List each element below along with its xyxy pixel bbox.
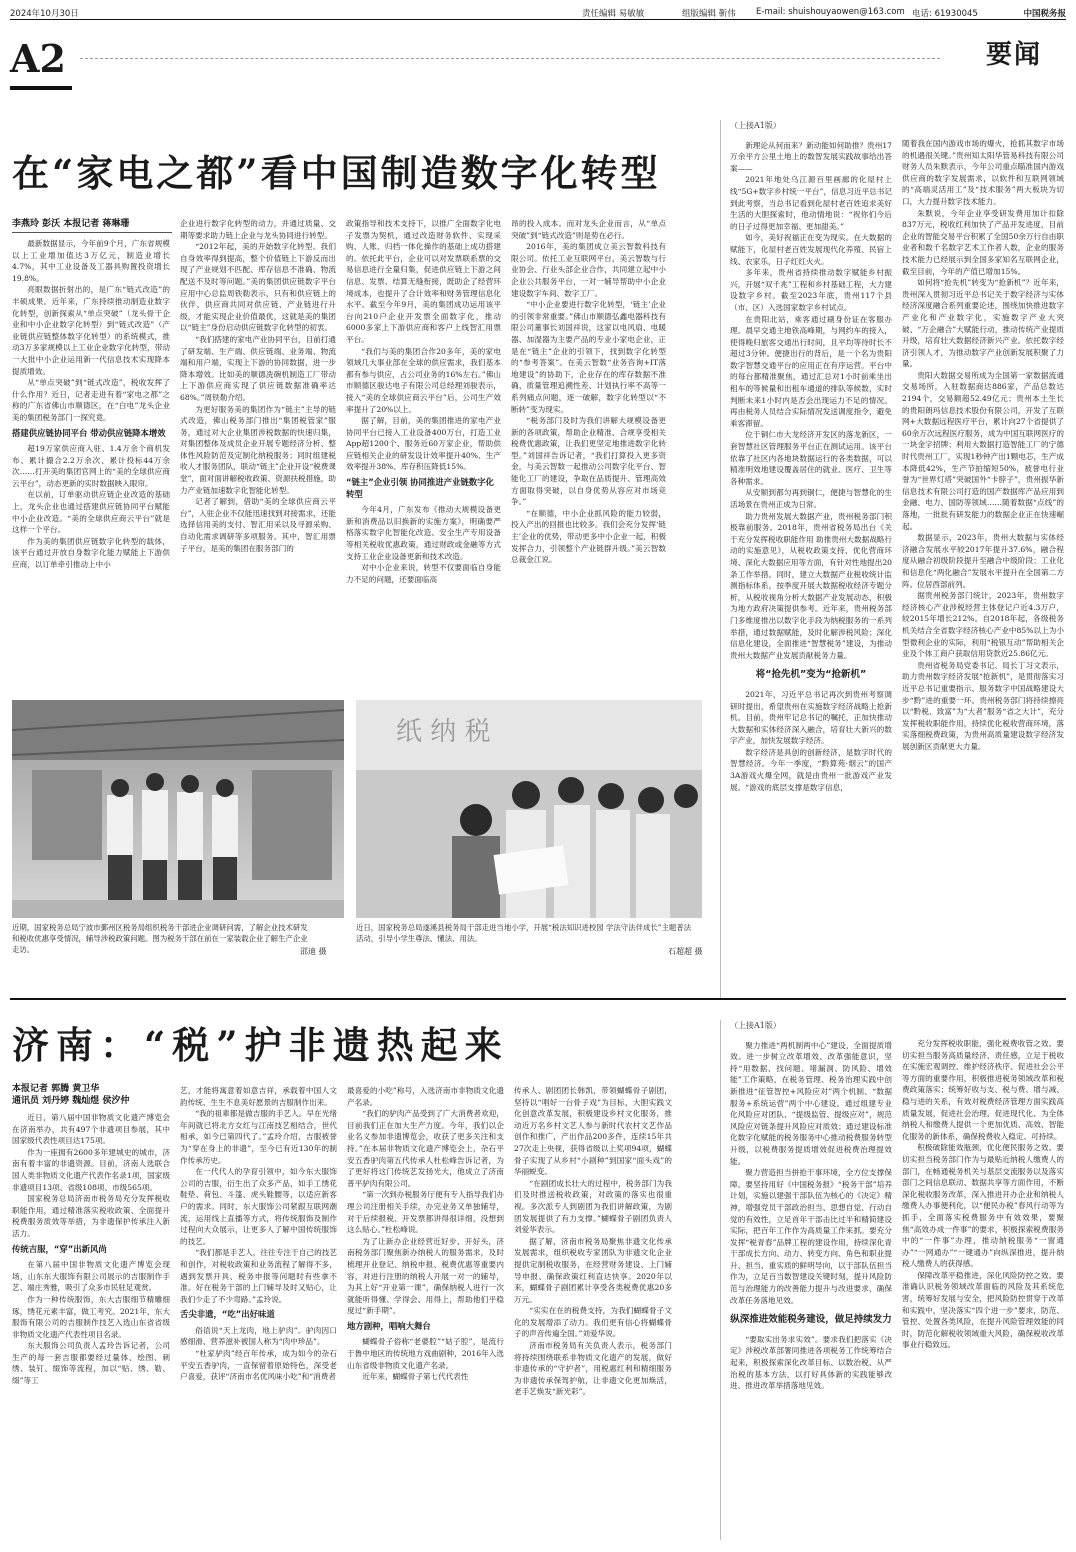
paragraph: 东大服饰公司负责人孟玲告诉记者，公司生产的每一套吉服都要经过量体、绘图、刺绣、装钉、缀饰等流程，加以“贴、绣、勒、缀”等工	[12, 1341, 170, 1386]
photo2-credit: 石超超 摄	[668, 947, 703, 956]
article-separator	[10, 998, 1066, 1000]
paragraph: 助力贵州发展大数据产业，贵州税务部门积极靠前服务。2018年，贵州省税务局出台《关于充分发挥税收职能作用 助推贵州大数据战略行动的实施意见》，从税收政策支持、优化营商环境、深化大数据应用等方面，有针对性地提出20条工作举措。同时，建立大数据产业税收统计监测指标体系，按季度开展大数据税收经济专题分析，从税收视角分析大数据产业发展动态，积极为地方政府决策提供参考。近年来，贵州税务部门多维度推出以数字化手段为纳税服务的一系列举措，通过数据赋能，及时化解涉税风险；深化信息化建设，全面推进“智慧税务”建设，为推动贵州大数据产业发展贡献税务力量。	[730, 511, 892, 660]
column-divider	[720, 120, 721, 1000]
paragraph: 如今，美好祝福正在变为现实。在大数据的赋能下，化屋村老百姓发展现代化养殖、民宿上线、农家乐，日子红红火火。	[730, 233, 892, 266]
paragraph: 最新数据显示，今年前9个月，广东省规模以上工业增加值达3万亿元，制造业增长4.7%，其中工业设备及工器具购置投资增长19.8%。	[12, 239, 170, 283]
paragraph: 昂的投入成本。而对龙头企业而言，从“单点突破”到“链式改造”则是势在必行。	[511, 219, 666, 240]
paragraph: 数据显示，2023年，贵州大数据与实体经济融合发展水平较2017年提升37.6%，融合程度从融合初级阶段提升至融合中级阶段；工业化和信息化“两化融合”发展水平提升在全国第二方阵。位居西部前列。	[902, 533, 1064, 589]
page-number: A2	[10, 36, 66, 81]
paragraph: 企业进行数字化转型的动力，并通过质量、交期等要求助力链上企业与龙头协同进行转型。	[180, 219, 336, 240]
paragraph: 最喜爱的小吃”称号，入选济南市非物质文化遗产名录。	[347, 1086, 504, 1107]
paragraph: 聚力推进“两机制两中心”建设，全面提质增效。进一步树立改革增效、改革强能意识，坚持“用数据、找问题、堵漏洞、防风险、增效能”工作策略，在税务管理、税务治理实践中创新推进“征管智控+风险应对”两个机制、“数据服务+系统运营”两个中心建设。通过组建专业化风险应对团队、“提级监管、提级应对”，规范风险应对链条提升风险应对质效；通过建设标准化数字化赋能的税务服务中心推动税费服务转型升级，以税费服务提质增效促进税费治理提效能。	[730, 1040, 892, 1166]
phone: 电话: 61930045	[912, 9, 978, 19]
section-rule	[80, 58, 940, 59]
paragraph: “我的祖辈都是做吉服的手艺人。早在光绪年间就已将北方女红与江南技艺相结合，世代相承，如今已第四代了。”孟玲介绍，吉服被誉为“穿在身上的非遗”，至今已有近130年的制作传承历史。	[180, 1109, 337, 1165]
photo1-caption: 近期，国家税务总局宁波市鄞州区税务局组织税务干部进企业调研问需，了解企业技术研发和税收优惠享受情况，辅导涉税政策问题。图为税务干部在前在一家装载企业了解生产企业走访。	[12, 923, 308, 954]
subheading: 传统吉服，“穿”出新风尚	[12, 1243, 107, 1254]
subheading: 纵深推进效能税务建设，做足持续发力	[730, 1314, 892, 1326]
photo-tax-officers-factory	[12, 700, 344, 918]
paragraph: 国家税务总局济南市税务局充分发挥税收职能作用，通过精准落实税收政策、全面提升税费服务质效等举措，为非遗保护传承注入新活力。	[12, 1194, 170, 1238]
paragraph: 朱默说，今年企业享受研发费用加计扣除837万元，税收红利加快了产品开发进度，目前企业的智能交易平台积累了全国50余万行自由职业者和数千名数字艺术工作者人数，企业的服务技术能力已经展示到全国多家知名互联网企业，截至目前，今年的产值已增加15%。	[902, 208, 1064, 276]
paragraph: 作为美的集团供应链数字化转型的载体，该平台通过开放自身数字化能力赋能上下游供应商，以订单牵引推动上中小	[12, 536, 170, 570]
paragraph: 政策指导和技术支持下，以推广全面数字化电子发票为契机，通过改造财务软件、实现采购、人账、归档一体化操作的基础上成功搭建的。依托此平台，企业可以对发票联系票的交易信息进行全量归集，促进供应链上下游之间信息、发票、结算无缝衔接，既助企了经营环境成本，也提升了合计效率和财务管理信息化水平。截至今年9月，美的集团成功运用该平台向210户企业开发票全面数字化，推动6000多家上下游供应商和客户上线智汇用票平台。	[346, 219, 501, 344]
article2-col1	[12, 1112, 170, 1540]
article1-col2	[180, 218, 336, 678]
paragraph: “实实在在的税费支持，为我们蝴蝶骨子文化的发展增添了动力。我们更有信心将蝴蝶骨子的声音传遍全国。”刘爱华说。	[514, 1306, 672, 1339]
a1-continued-label: （上接A1版）	[730, 121, 781, 130]
paragraph: 近日，第八届中国非物质文化遗产博览会在济南举办，共有497个非遗项目参展，其中国家级代表性项目达175项。	[12, 1113, 170, 1146]
page-number-rule	[10, 86, 72, 90]
paragraph: 今年4月，广东发布《推动大规模设备更新和消费品以旧换新的实施方案》，明确要严格落实数字化智能化改造、安全生产专用设备等相关税收优惠政策，通过财政或金融等方式支持工业企业设备更新和技术改造。	[346, 505, 501, 561]
paragraph: “在顺德，中小企业抓风险的能力较弱，投入产出的回报也比较多。我们会充分发挥‘链主’企业的优势，带动更多中小企业一起，积极发挥合力，引领整个产业链群升级。”美云智数总裁金江说。	[511, 508, 666, 565]
paragraph: 据了解，济南市税务局聚焦非遗文化传承发展需求，组织税收专家团队为非遗文化企业提供定制税收服务，在经营财务建设、上门辅导申报、确保政策红利直达快享。2020年以来，蝴蝶骨子剧团累计享受各类税费优惠20多万元。	[514, 1236, 672, 1304]
paragraph: 为更好服务美的集团作为“链主”主导的链式改造，佛山税务部门推出“集团税管家”服务，通过对大企业集团涉税数据的快速归集，对集团整体及成员企业开展专题经济分析、整体性风险防范及定制化纳税服务；同时组建税收人才服务团队，联动“链主”企业开设“税费课堂”，面对面讲解税收政策、资源扶税措施，助力产业链加速数字化智能化转型。	[180, 404, 336, 495]
article2-byline-line2: 通讯员 刘丹婷 魏灿煜 侯汐仲	[12, 1096, 130, 1106]
paragraph: “我们搭建的家电产业协同平台，目前打通了研发端、生产端、供应链端、业务端、物流端和用户端，实现上下游的协同数据，进一步降本增效。比如美的顺德洗碗机制造工厂带动上下游供应商实现了供应链数据准确率达68%。”周铁勒介绍。	[180, 334, 336, 402]
paragraph: 超19万家供应商入驻、1.4万余个商机发布、累计撮合2.2万余次、累计投标44万余次……打开美的集团官网上的“美的全球供应商云平台”，动态更新的实时数据映入眼帘。	[12, 444, 170, 488]
paragraph: 在贵阳北站，乘客通过刷身份证在客服办理。晨早交通主地铁高峰期，与网约车的接入，使得晚归旅客交通出行时间，且平均等待时长不超过3分钟。便捷出行的背后，是一个名为贵阳数字智慧交通平台的应用正在有序运营。平台中的每台都精准聚焦，通过汇总对1小时前乘坐出租车的等候量和出租车通道的排队等候数，实时判断未来1小时内是否会出现运力不足的情况。再由税务人员结合实际情况发送调度指令，避免乘客滞留。	[730, 314, 892, 428]
editor: 责任编辑 易敏敏	[582, 9, 645, 19]
a1-bottom-continued-label: （上接A1版）	[730, 1021, 781, 1030]
paragraph: 数字经济是具创的创新经济，是数字时代的智慧经济。今年一季度，“黔算苑·烟云”的国产3A游戏火爆全网，就是由贵州一批游戏产业发展。“游戏的底层支撑是数字信息，	[730, 747, 892, 792]
page-header	[10, 4, 1066, 20]
layout-editor: 组版编辑 靳伟	[682, 9, 736, 19]
paragraph: “要取实出务求实效”。要求我们把落实《决定》涉税改革部署同推进各项税务工作统筹结合起来，积极探索深化改革目标、以数治税、从严治税的基本方法，以打好具体新的实践能够改进、推进改革举措落地见效。	[730, 1334, 892, 1391]
paragraph: “我们与美的集团合作20多年，美的家电领域几大事业部在全球的供应需求，我们基本都有参与供应，占公司业务的16%左右。”佛山市顺德区骏达电子有限公司总经理刘骏表示，接入“美的全球供应商云平台”后，公司生产效率提升了20%以上。	[346, 346, 501, 414]
paragraph: 多年来，贵州省持续推动数字赋能乡村振兴，开展“双千兆”工程和乡村基础工程，大力建设数字乡村。截至2023年底，贵州117个县（市、区）入选国家数字乡村试点。	[730, 268, 892, 312]
paragraph: 充分发挥税收职能，强化税费收管之效。要切实担当服务高质量经济、责任感，立足于税收在实施宏观调控、维护经济秩序、促进社会公平等方面的重要作用，积极推进税务领域改革和税费政策落实；统筹好收与支、税与费、增与减、稳与进的关系，有效对税费经济管理方面实践高质量发展，促进社会治理、促进现代化、为全体纳税人和缴费人提供一个更加优质、高效、智能化服务的新体系，确保税费收入稳定、可持续。	[902, 1039, 1064, 1141]
section-title: 要闻	[985, 40, 1042, 70]
photo2-caption: 近日，国家税务总局遂溪县税务局干部走进当地小学，开展“税法知识进校园 学法守法伴成长”主题普法活动，引导小学生尊法、懂法、用法。	[356, 923, 692, 943]
subheading: “链主”企业引领 协同推进产业链数字化转型	[346, 477, 494, 499]
paragraph: “在剧团成长壮大的过程中，税务部门为我们及时推送税收政策，对政策的落实也很重视。多次派专人到剧团为我们讲解政策，为剧团发展提供了有力支撑。”蝴蝶骨子剧团负责人刘爱华表示。	[514, 1178, 672, 1235]
column-divider-bottom	[720, 1020, 721, 1540]
article2-col4	[514, 1085, 672, 1540]
paragraph: 俗语说“天上龙肉，地上驴肉”。驴肉因口感细滑、营养滋补被国人称为“肉中珍品”。	[180, 1325, 337, 1347]
paragraph: 保障改革平稳推进，深化风险防控之效。要准确认识税务领域改革面临的风险及其系统危害，统筹好发展与安全，把风险防控贯穿于改革和实践中，坚决落实“四个进一步”要求，防范、管控、处置各类风险，在提升风险管理效能的同时，防范化解税收领域重大风险，确保税收改革事业行稳致远。	[902, 1270, 1064, 1350]
paragraph: 随着我在国内游戏市场的爆火，抢抓其数字市场的机遇很关键。”贵州知太阳华管易科技有限公司财务人员朱默表示，今年公司重点瞄准国内游戏供应商的数字发展需求，以软件和互联网领域的“高端灵活用工”及“技术服务”两大板块为切口，大力提升数字技术能力。	[902, 139, 1064, 206]
paragraph: 对中小企业来说，转型不仅要面临自身能力不足的问题，还要面临高	[346, 563, 501, 584]
paragraph: 贵阳大数据交易所成为全国第一家数据流通交易场所，入驻数据商达886家，产品总数达2194个，交易额超52.49亿元；贵州本土生长的贵阳朗玛信息技术股份有限公司，开发了互联网+大数据远程医疗平台，累计向27个省提供了60余万次远程医疗服务，成为中国互联网医疗的一块金字招牌；利用大数据打造智能工厂的宁德时代贵州工厂，实现1秒钟产出1颗电芯，生产成本降低42%，生产节拍缩短50%，被誉电行业誉为“世界灯塔”突破国外“卡脖子”，贵州振华新信息技术有限公司打造的国产数据库产品应用到金融、电力、国防等领域……随着数据“点线”的落地，一批批有研发能力的数据企业正在快速崛起。	[902, 370, 1064, 531]
paragraph: “我们都是手艺人，往往专注于自己的技艺和创作，对税收政策和业务流程了解得不多，遇到发票开具、税务申报等问题时有些拿不准。好在税务干部的上门辅导及时又贴心，让我们少走了不少弯路。”孟玲说。	[180, 1248, 337, 1304]
article2-headline: 济南：“税”护非遗热起来	[12, 1023, 509, 1067]
paragraph: 在一代代人的孕育引领中，如今东大服饰公司的吉服，衍生出了众多产品，如手工绣花鞋垫、荷包、斗篷、虎头鞋腰等，以适应新客户的需求。同时，东大服饰公司紧跟互联网潮流，运用线上直播等方式，将传统服饰及制作过程向大众展示，让更多人了解中国传统服饰的技艺。	[180, 1167, 337, 1246]
paragraph: 近年来，蝴蝶骨子第七代代表性	[362, 1372, 469, 1382]
paragraph: “中小企业要进行数字化转型，‘链主’企业的引领非常重要。”佛山市顺德弘鑫电器科技有限公司董事长刘国祥说，这家以电风扇、电暖器、加湿器为主要产品的专业小家电企业，正是在“链主”企业的引领下，找到数字化转型的“参考答案”。在美云智数“业务咨询+IT落地建设”的协助下，企业存在的库存数据不准确、质量管理追溯性差、计划执行率不高等一系列痛点问题，逐一破解，数字化转型以“不断转”变为现实。	[511, 300, 666, 414]
paragraph: 从“单点突破”到“链式改造”，税收发挥了什么作用？近日，记者走进有着“家电之都”之称的广东省佛山市顺德区，在“白电”龙头企业美的集团税务部门一探究竟。	[12, 378, 170, 422]
issue-date: 2024年10月30日	[10, 9, 79, 19]
paragraph: 作为一座拥有2600多年建城史的城市，济南有着丰富的非遗资源。目前，济南人选联合国人类非物质文化遗产代表作名录1项，国家级非遗项目13项、省级108项、市级565项。	[12, 1147, 170, 1192]
article1-byline	[12, 218, 182, 230]
article1-col3	[346, 218, 501, 678]
newspaper-name: 中国税务报	[1023, 9, 1066, 19]
article1-headline: 在“家电之都”看中国制造数字化转型	[12, 151, 661, 195]
paragraph: 艺，才能将寓意着如意吉祥，承载着中国人文韵传统、生生不息美好愿景的吉服制作出来。	[180, 1086, 337, 1107]
paragraph: 贵州省税务局党委书记、局长丁习文表示，助力贵州数字经济发展“抢新机”，是贯彻落实习近平总书记重要指示、服务数字中国战略建设大步“黔”进的重要一环。贵州税务部门将持续擦亮以“黔税、致富”为“大者”服务“省之大计”，充分发挥税收职能作用，持续优化税收营商环境，落实落细税费政策，为贵州高质量建设数字经济发展创新区贡献更大力量。	[902, 660, 1064, 751]
paragraph: 传承人、剧团团长韩凯，带领蝴蝶骨子剧团，坚持以“唱好一台骨子戏”为目标，大胆实践文化创意改革发展，积极建设乡村文化服务，推动近万名乡村文艺人参与新时代农村文艺作品创作和推广，产出作品200多件，连续15年共27次走上央视，获得省级以上奖项94项，蝴蝶骨子实现了从乡村“小剧种”到国家“面头戏”的华丽蜕变。	[514, 1086, 672, 1177]
subheading: 将“抢先机”变为“抢新机”	[755, 669, 867, 681]
paragraph: 亮眼数据折射出的，是广东“链式改造”的丰硕成果。近年来，广东持续推动制造业数字化转型，创新探索从“单点突破”（龙头骨干企业和中小企业数字化转型）到“链式改造”（产业链供应链整体数字化转型）的系统模式，推动3万多家规模以上工业企业数字化转型，带动一大批中小企业运用新一代信息技术实现降本提质增效。	[12, 285, 170, 376]
paragraph: “杜家驴肉”经百年传承，成为如今的杂石平安五香驴肉，一直保留着原始特色，深受老户喜爱，获评“济南市名优风味小吃”和“消费者	[180, 1349, 337, 1382]
subheading: 舌尖非遗，“吃”出好味道	[180, 1309, 275, 1320]
paragraph: 作为一种传统服饰，东大吉服细节精雕细琢，绣花元素丰富，做工考究。2021年，东大服饰有限公司的吉服制作技艺入选山东省省级非物质文化遗产代表性项目名录。	[12, 1294, 170, 1339]
photo1-credit: 邵迪 摄	[300, 947, 327, 956]
a1-continued-body	[730, 140, 892, 794]
photo-students-tax-education	[356, 700, 702, 918]
paragraph: 从安顺到都匀再到铜仁，便捷与智慧化的生活场景在贵州正成为日常。	[730, 488, 892, 509]
svg-text:纸 纳 税: 纸 纳 税	[396, 717, 491, 747]
email: E-mail: shuishouyaowen@163.com	[756, 7, 905, 17]
article2-byline	[12, 1083, 182, 1107]
paragraph: 积极破除能效瓶颈，优化便民服务之效。要切实担当税务部门作为与最贴近纳税人缴费人的部门，在畅通税务机关与基层交流服务以及落实部门之间信息联动、数据共享等方面作用，不断深化税收服务改革，深入推进开办企业和纳税人缴费人办事便利化，以“便民办税”春风行动等为抓手，全面落实税费服务中有效效果，要聚焦“高效办成一件事”的要求，积极探索税费服务中的“一件事”办理，推动纳税服务“一窗通办”“一网通办”“一键通办”向纵深推进，提升纳税人缴费人的获得感。	[902, 1143, 1064, 1269]
article1-col4	[511, 218, 666, 678]
paragraph: 2021年，习近平总书记再次到贵州考察调研时提出，希望贵州在实施数字经济战略上抢新机。目前，贵州牢记总书记的嘱托，正加快推动大数据和实体经济深入融合，培育壮大新兴的数字产业，加快发展数字经济。	[730, 689, 892, 746]
paragraph: “第一次到办税服务厅便有专人指导我们办理公司注册相关手续，办完业务又单独辅导，对于后续报税、开发票都讲得很详细，没想到这么贴心。”杜松峰说。	[347, 1190, 504, 1235]
article2-byline-line1: 本报记者 郭腾 黄卫华	[12, 1084, 100, 1094]
subheading: 搭建供应链协同平台 带动供应链降本增效	[12, 427, 166, 438]
paragraph: 2016年，美的集团成立美云智数科技有限公司。依托工业互联网平台，美云智数与行业协会、行业头部企业合作，共同建立起中小企业公共服务平台，一对一辅导帮助中小企业建设数字车间、数字工厂。	[511, 242, 666, 298]
a1-bottom-col1	[730, 1020, 892, 1540]
article2-col3	[347, 1085, 504, 1540]
a1-bottom-body	[730, 1040, 892, 1392]
paragraph: 蝴蝶骨子俗称“老婆腔”“姑子腔”，是流行于鲁中地区的传统地方戏曲剧种，2016年入选山东省级非物质文化遗产名录。	[347, 1337, 504, 1370]
paragraph: 新理论从何而来？新动能如何助推？贵州17万余平方公里土地上的数智发展实践故事给出答案——	[730, 140, 892, 173]
a1-continued-col2	[902, 138, 1064, 1000]
a1-continued-col1	[730, 120, 892, 1000]
subheading: 地方剧种，唱响大舞台	[347, 1320, 431, 1331]
paragraph: “我们的驴肉产品受到了广大消费者欢迎，目前我们正在加大生产力度。今年，我们以企业名义参加非遗博览会，收获了更多关注和支持。”在本届非物质文化遗产博览会上，杂石平安五香驴肉第五代传承人杜松峰告诉记者，为了更好将这门传统艺发扬光大，他成立了济南普平驴肉有限公司。	[347, 1109, 504, 1188]
paragraph: 记者了解到，借助“美的全球供应商云平台”，入驻企业不仅能迅速找到对接需求，还能选择信用美的支付、智汇用采以及寻源采购、自动化需求调研等多项服务。其中，智汇用票子平台，是美的集团在服务部门的	[180, 497, 336, 553]
paragraph: 聚力营造担当拼抢干事环境，全方位支撑保障。要坚持用好《中国税务报》“税务干部”培养计划，实施以建强干部队伍为核心的《决定》精神，增强党员干部政治担当、思想自觉、行动自觉的有效性，立足首年干部击比过半和精简建设实际，把百年工作作为高质量工作来抓。要充分发挥“税青春”品牌工程的建设作用，持续深化青干部成长方向、动力、转变方向、角色和职业提升、担当、重实质的鲜明导向，以于部队伍担当作为，立足百当数智建设关键时刻，提升风险防范与治理能力的改善能力提升与改进要求，确保改革任务落地见效。	[730, 1168, 892, 1305]
paragraph: 如何将“抢先机”转变为“抢新机”？近年来，贵州深入贯彻习近平总书记关于数字经济与实体经济深度融合系列重要论述，围绕加快推进数字产业化和产业数字化，实施数字产业大突破、“万企融合”大赋能行动，推动传统产业提质升级，培育壮大数据经济新兴产业。依托数字经济引领人才，为推动数字产业创新发展积聚了力量。	[902, 278, 1064, 369]
paragraph: 为了让新办企业经营近好步、开好头，济南税务部门聚焦新办纳税人的服务需求，及时梳理开业登记、纳税申报、税费优惠等重要内容，对进行注册的纳税人开展一对一的辅导，为其上好“开业第一课”，确保纳税人进行一次就能听得懂、学得会、用得上，帮助他们平稳度过“新手期”。	[347, 1236, 504, 1316]
a1-bottom-col2	[902, 1038, 1064, 1540]
paragraph: 位于铜仁市大龙经济开发区的落龙新区，一套智慧社区管理服务平台正在测试运用。该平台依靠了社区内各地块数据运行的各类数据，可以精准明效地建设覆盖居住的就业、医疗、卫生等各种需求。	[730, 430, 892, 486]
paragraph: 据贵州税务部门统计，2023年，贵州数字经济核心产业涉税经营主体登记户近4.3万户，较2015年增长212%。自2018年起，各级税务机关结合全省数字经济核心产业中85%以上为小型微利企业的实际，利用“税银互动”帮助相关企业及个体工商户获取信用贷款近25.86亿元。	[902, 591, 1064, 659]
paragraph: 2021年地处乌江源百里画廊的化屋村上线“5G+数字乡村统一平台”，信息习近平总书记到此考察，当总书记看到化屋村老百姓追求美好生活的大胆探索时，他动情地说：“祝你们今后的日子过得更加幸福、更加甜美。”	[730, 175, 892, 231]
paragraph: 据了解，目前，美的集团推进的家电产业协同平台已接入工业设备400万台，打造工业App超1200个、服务近60万家企业，帮助供应链相关企业的研发设计效率提升40%、生产效率提升38%、库存积压降低15%。	[346, 416, 501, 472]
paragraph: 济南市税务局有关负责人表示，税务部门将持续围绕联系非物质文化遗产的发展，做好非遗传承的“守护者”，用税惠红利和精细服务为非遗传承保驾护航，让非遗文化更加焕活，老手艺焕发“新光彩”。	[514, 1341, 672, 1397]
article1-col1	[12, 238, 170, 678]
paragraph: “税务部门及时为我们讲解大规模设备更新的各项政策，帮助企业精准、合规享受相关税费优惠政策，让我们更坚定地推进数字化转型。”刘国祥告诉记者，“我们打算投入更多资金，与美云智数一起推动公司数字化平台、智能化工厂的建设，争取在品质提升、管理高效方面取得突破，以自身优势从容应对市场竞争。”	[511, 416, 666, 507]
paragraph: 在第八届中国非物质文化遗产博览会现场，山东东大服饰有限公司展示的吉服制作手艺、端庄秀雅，吸引了众多市民驻足观赏。	[12, 1260, 170, 1293]
paragraph: 在以前，订单驱动供应链企业改造的基础上，龙头企业也通过搭建供应链协同平台赋能中小企业改造。“美的全球供应商云平台”就是这样一个平台。	[12, 490, 170, 535]
article1-byline-text: 李燕玲 彭沃 本报记者 蒋琳珊	[12, 219, 130, 229]
article2-col2	[180, 1085, 337, 1540]
paragraph: “2012年起，美的开始数字化转型。我们自身效率得到提高，整个价值链上下游反而出现了产业规划不匹配、库存信息不准确、物流配送不及时等问题。”美的集团供应链数字平台应用中心总监周铁勒表示，只有和供应链上的伙伴、供应商共同对供应链、产业链进行升级，才能实现企业价值最优，这就是美的集团以“链主”身份启动供应链数字化转型的初衷。	[180, 242, 336, 333]
